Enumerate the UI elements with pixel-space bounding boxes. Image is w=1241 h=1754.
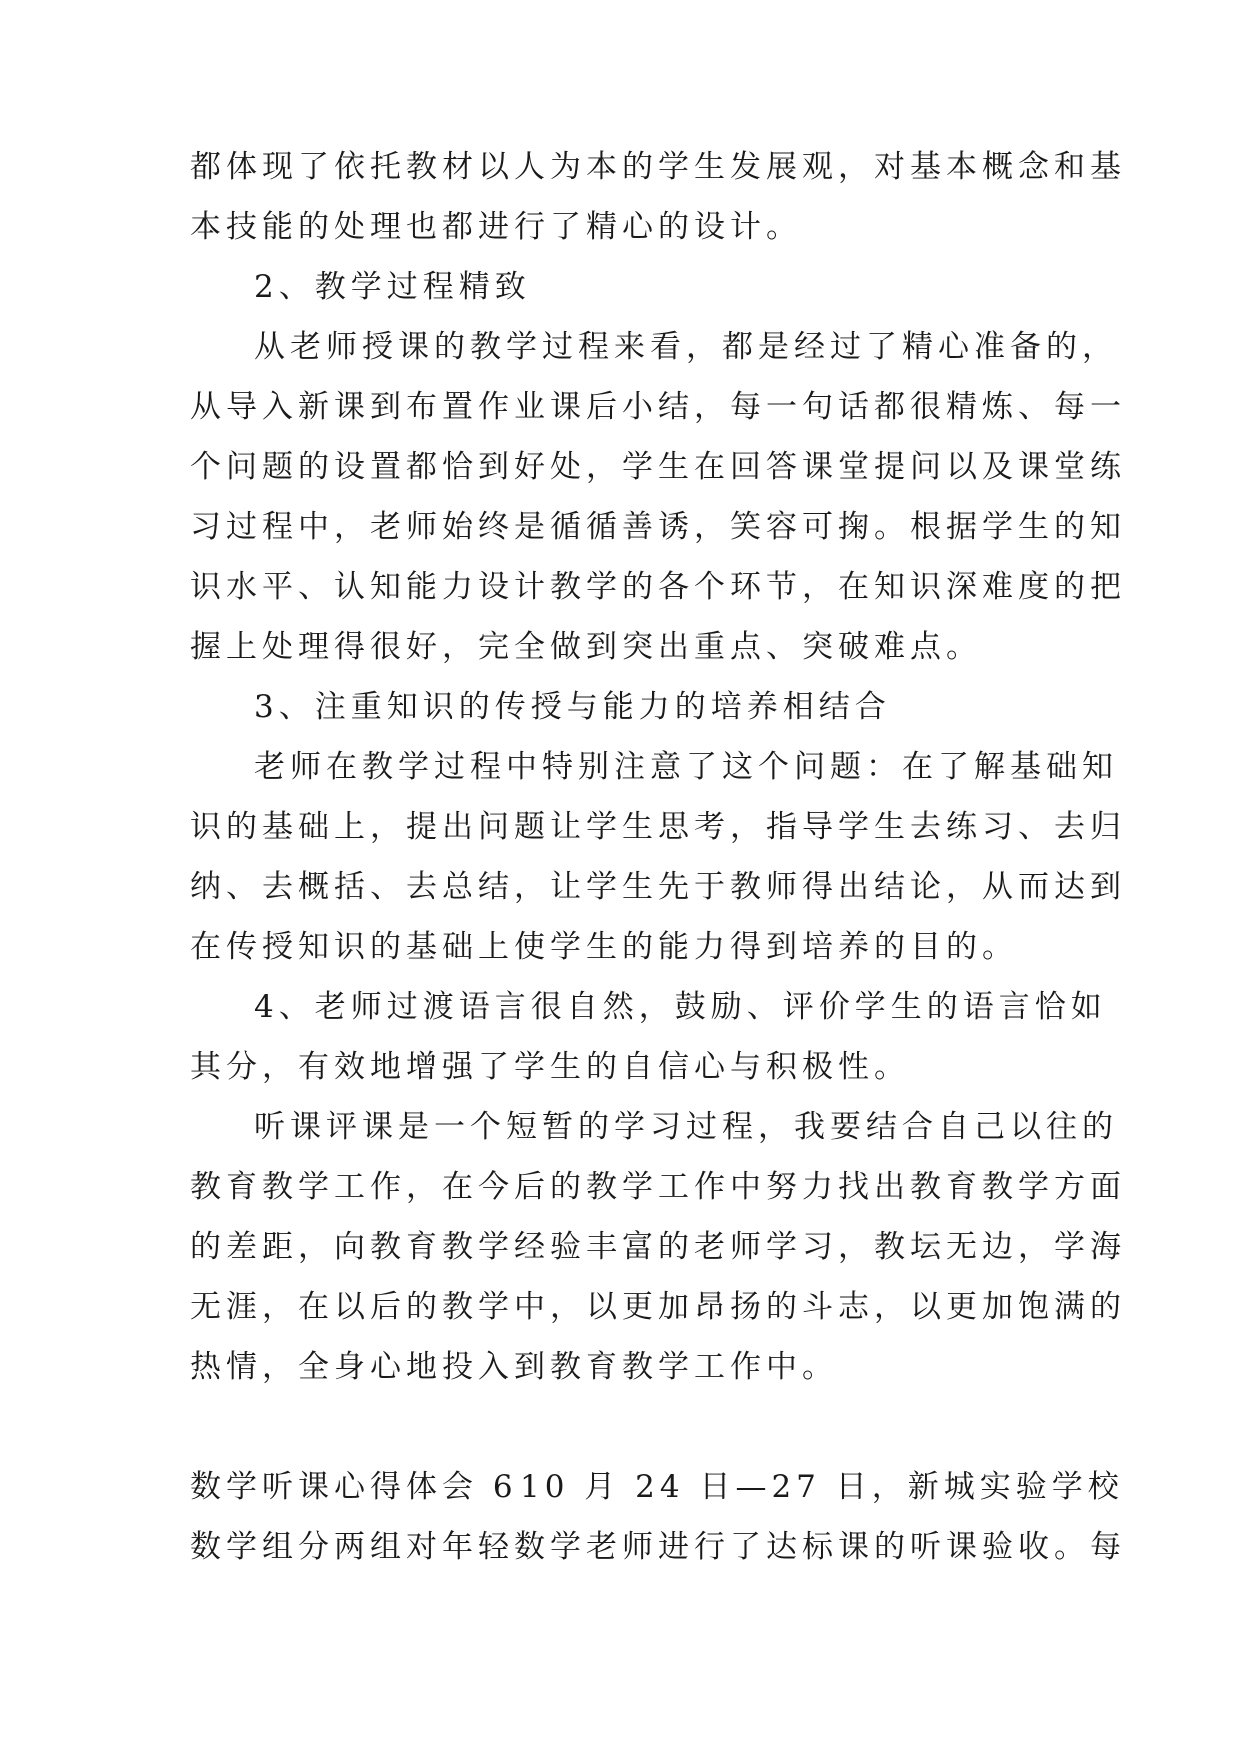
section-title: 数学听课心得体会 6 [190,1469,518,1505]
paragraph-line: 无涯，在以后的教学中，以更加昂扬的斗志，以更加饱满的 [190,1289,1126,1325]
paragraph-line: 纳、去概括、去总结，让学生先于教师得出结论，从而达到 [190,869,1126,905]
paragraph-line: 听课评课是一个短暂的学习过程，我要结合自己以往的 [254,1109,1118,1145]
paragraph-line: 从老师授课的教学过程来看，都是经过了精心准备的， [254,329,1118,365]
section-title-line [190,1457,1124,1517]
paragraph-line: 教育教学工作，在今后的教学工作中努力找出教育教学方面 [190,1169,1126,1205]
paragraph-line: 识的基础上，提出问题让学生思考，指导学生去练习、去归 [190,809,1126,845]
list-heading: 3、注重知识的传授与能力的培养相结合 [254,689,891,725]
section-intro: 10 月 24 日—27 日，新城实验学校 [520,1469,1124,1505]
document-body [190,137,1126,1577]
paragraph-line: 本技能的处理也都进行了精心的设计。 [190,209,802,245]
paragraph-line: 都体现了依托教材以人为本的学生发展观，对基本概念和基 [190,149,1126,185]
paragraph-line: 老师在教学过程中特别注意了这个问题：在了解基础知 [254,749,1118,785]
paragraph-line: 个问题的设置都恰到好处，学生在回答课堂提问以及课堂练 [190,449,1126,485]
paragraph-line: 数学组分两组对年轻数学老师进行了达标课的听课验收。每 [190,1529,1126,1565]
paragraph-line: 习过程中，老师始终是循循善诱，笑容可掬。根据学生的知 [190,509,1126,545]
list-heading: 4、老师过渡语言很自然，鼓励、评价学生的语言恰如 [254,989,1107,1025]
paragraph-line: 的差距，向教育教学经验丰富的老师学习，教坛无边，学海 [190,1229,1126,1265]
paragraph-line: 从导入新课到布置作业课后小结，每一句话都很精炼、每一 [190,389,1126,425]
blank-line [190,1397,1060,1457]
paragraph-line: 识水平、认知能力设计教学的各个环节，在知识深难度的把 [190,569,1126,605]
list-heading: 2、教学过程精致 [254,269,531,305]
paragraph-line: 握上处理得很好，完全做到突出重点、突破难点。 [190,629,982,665]
paragraph-line: 热情，全身心地投入到教育教学工作中。 [190,1349,838,1385]
paragraph-line: 其分，有效地增强了学生的自信心与积极性。 [190,1049,910,1085]
paragraph-line: 在传授知识的基础上使学生的能力得到培养的目的。 [190,929,1018,965]
